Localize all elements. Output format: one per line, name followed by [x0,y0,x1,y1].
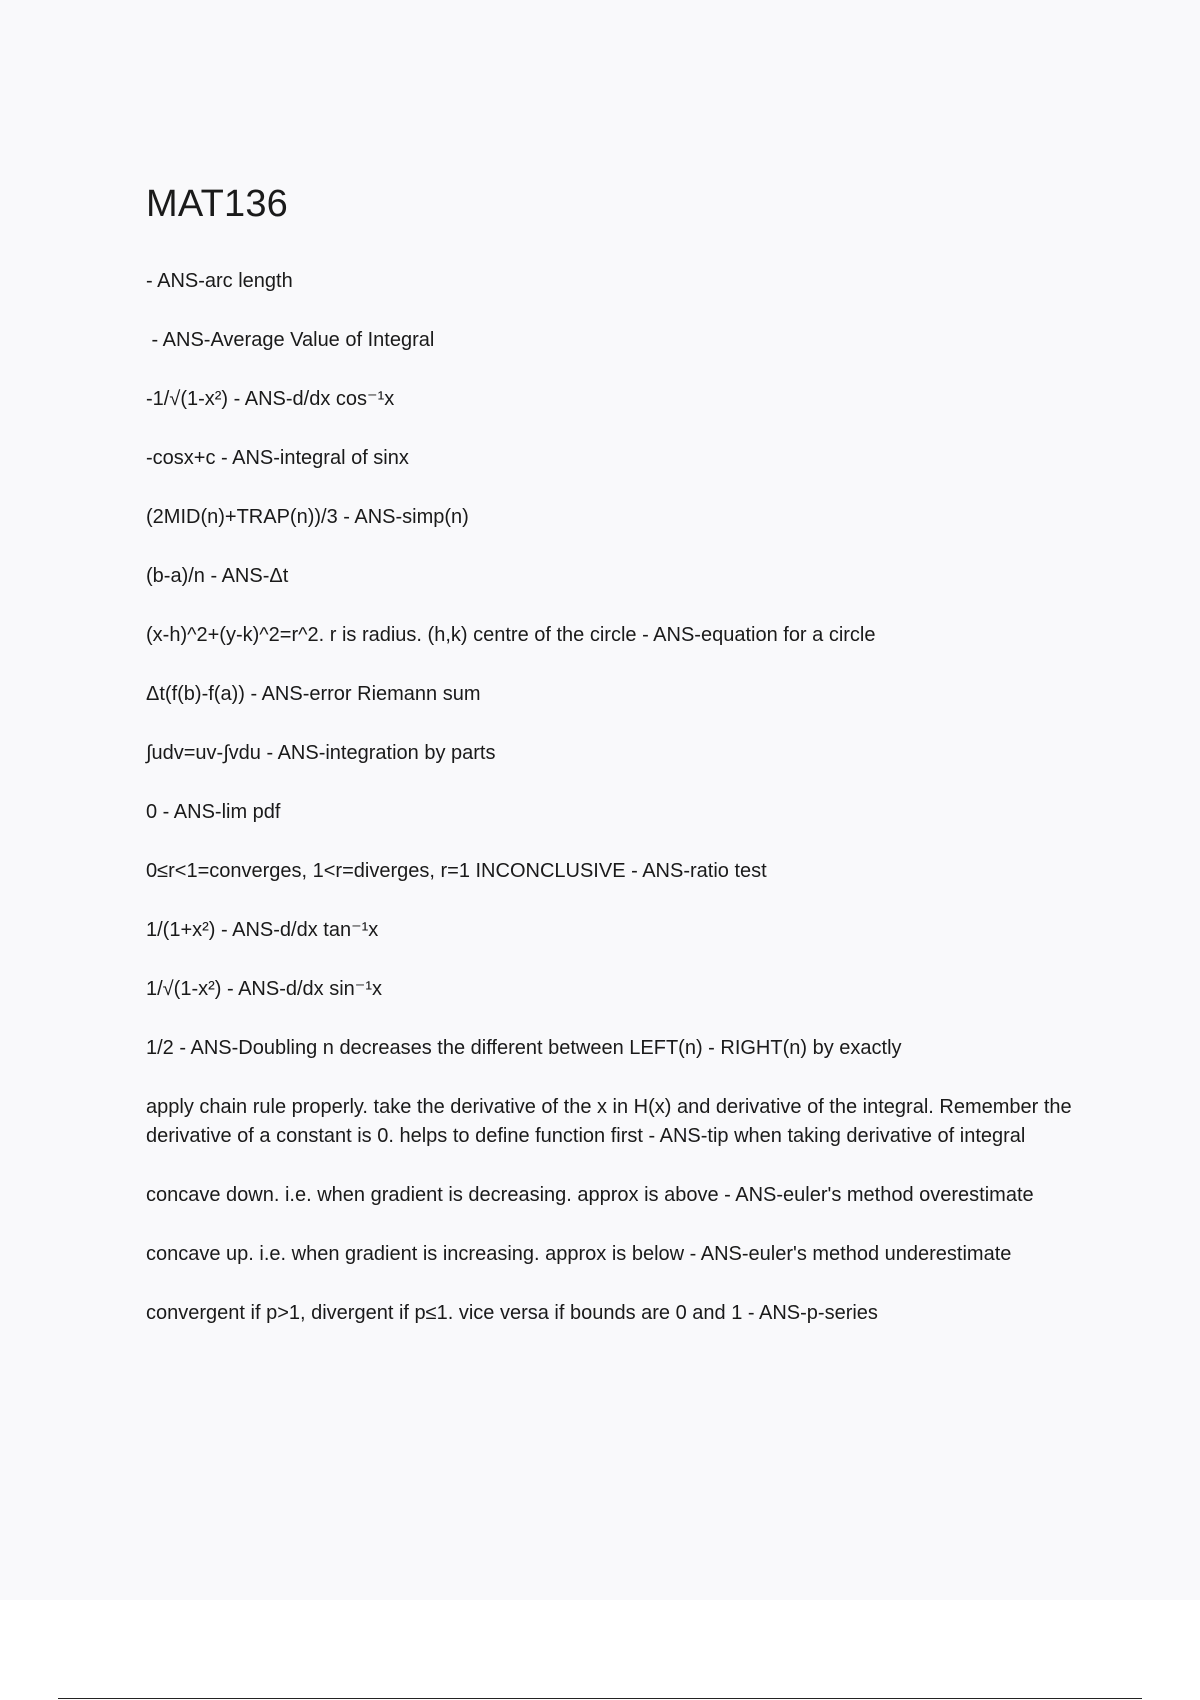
entry-ratio-test: 0≤r<1=converges, 1<r=diverges, r=1 INCONCLUSIVE - ANS-ratio test [146,860,767,883]
entry-derivative-of-integral-tip: apply chain rule properly. take the derivative of the x in H(x) and derivative of the integral. Remember the derivative of a constant is 0. helps to define function first - ANS-tip when taking derivative of integral [146,1096,1072,1148]
entry-delta-t: (b-a)/n - ANS-Δt [146,565,289,588]
entry-lim-pdf: 0 - ANS-lim pdf [146,801,281,824]
entry-integration-by-parts: ∫udv=uv-∫vdu - ANS-integration by parts [146,742,496,765]
entry-d-dx-arccos: -1/√(1-x²) - ANS-d/dx cos⁻¹x [146,388,395,411]
entry-arc-length: - ANS-arc length [146,270,293,293]
entry-d-dx-arctan: 1/(1+x²) - ANS-d/dx tan⁻¹x [146,919,379,942]
entry-d-dx-arcsin: 1/√(1-x²) - ANS-d/dx sin⁻¹x [146,978,383,1001]
entry-integral-sinx: -cosx+c - ANS-integral of sinx [146,447,409,470]
entry-euler-overestimate: concave down. i.e. when gradient is decreasing. approx is above - ANS-euler's method overestimate [146,1184,1034,1207]
entry-list [146,267,1096,1328]
document-content [146,180,1096,1358]
entry-euler-underestimate: concave up. i.e. when gradient is increasing. approx is below - ANS-euler's method underestimate [146,1243,1012,1266]
footer-divider [58,1698,1142,1699]
entry-doubling-n: 1/2 - ANS-Doubling n decreases the different between LEFT(n) - RIGHT(n) by exactly [146,1037,902,1060]
document-title: MAT136 [146,183,288,225]
entry-circle-equation: (x-h)^2+(y-k)^2=r^2. r is radius. (h,k) centre of the circle - ANS-equation for a circle [146,624,876,647]
entry-simpson: (2MID(n)+TRAP(n))/3 - ANS-simp(n) [146,506,469,529]
entry-p-series: convergent if p>1, divergent if p≤1. vice versa if bounds are 0 and 1 - ANS-p-series [146,1302,878,1325]
entry-average-value: - ANS-Average Value of Integral [146,329,435,352]
entry-riemann-error: Δt(f(b)-f(a)) - ANS-error Riemann sum [146,683,481,706]
